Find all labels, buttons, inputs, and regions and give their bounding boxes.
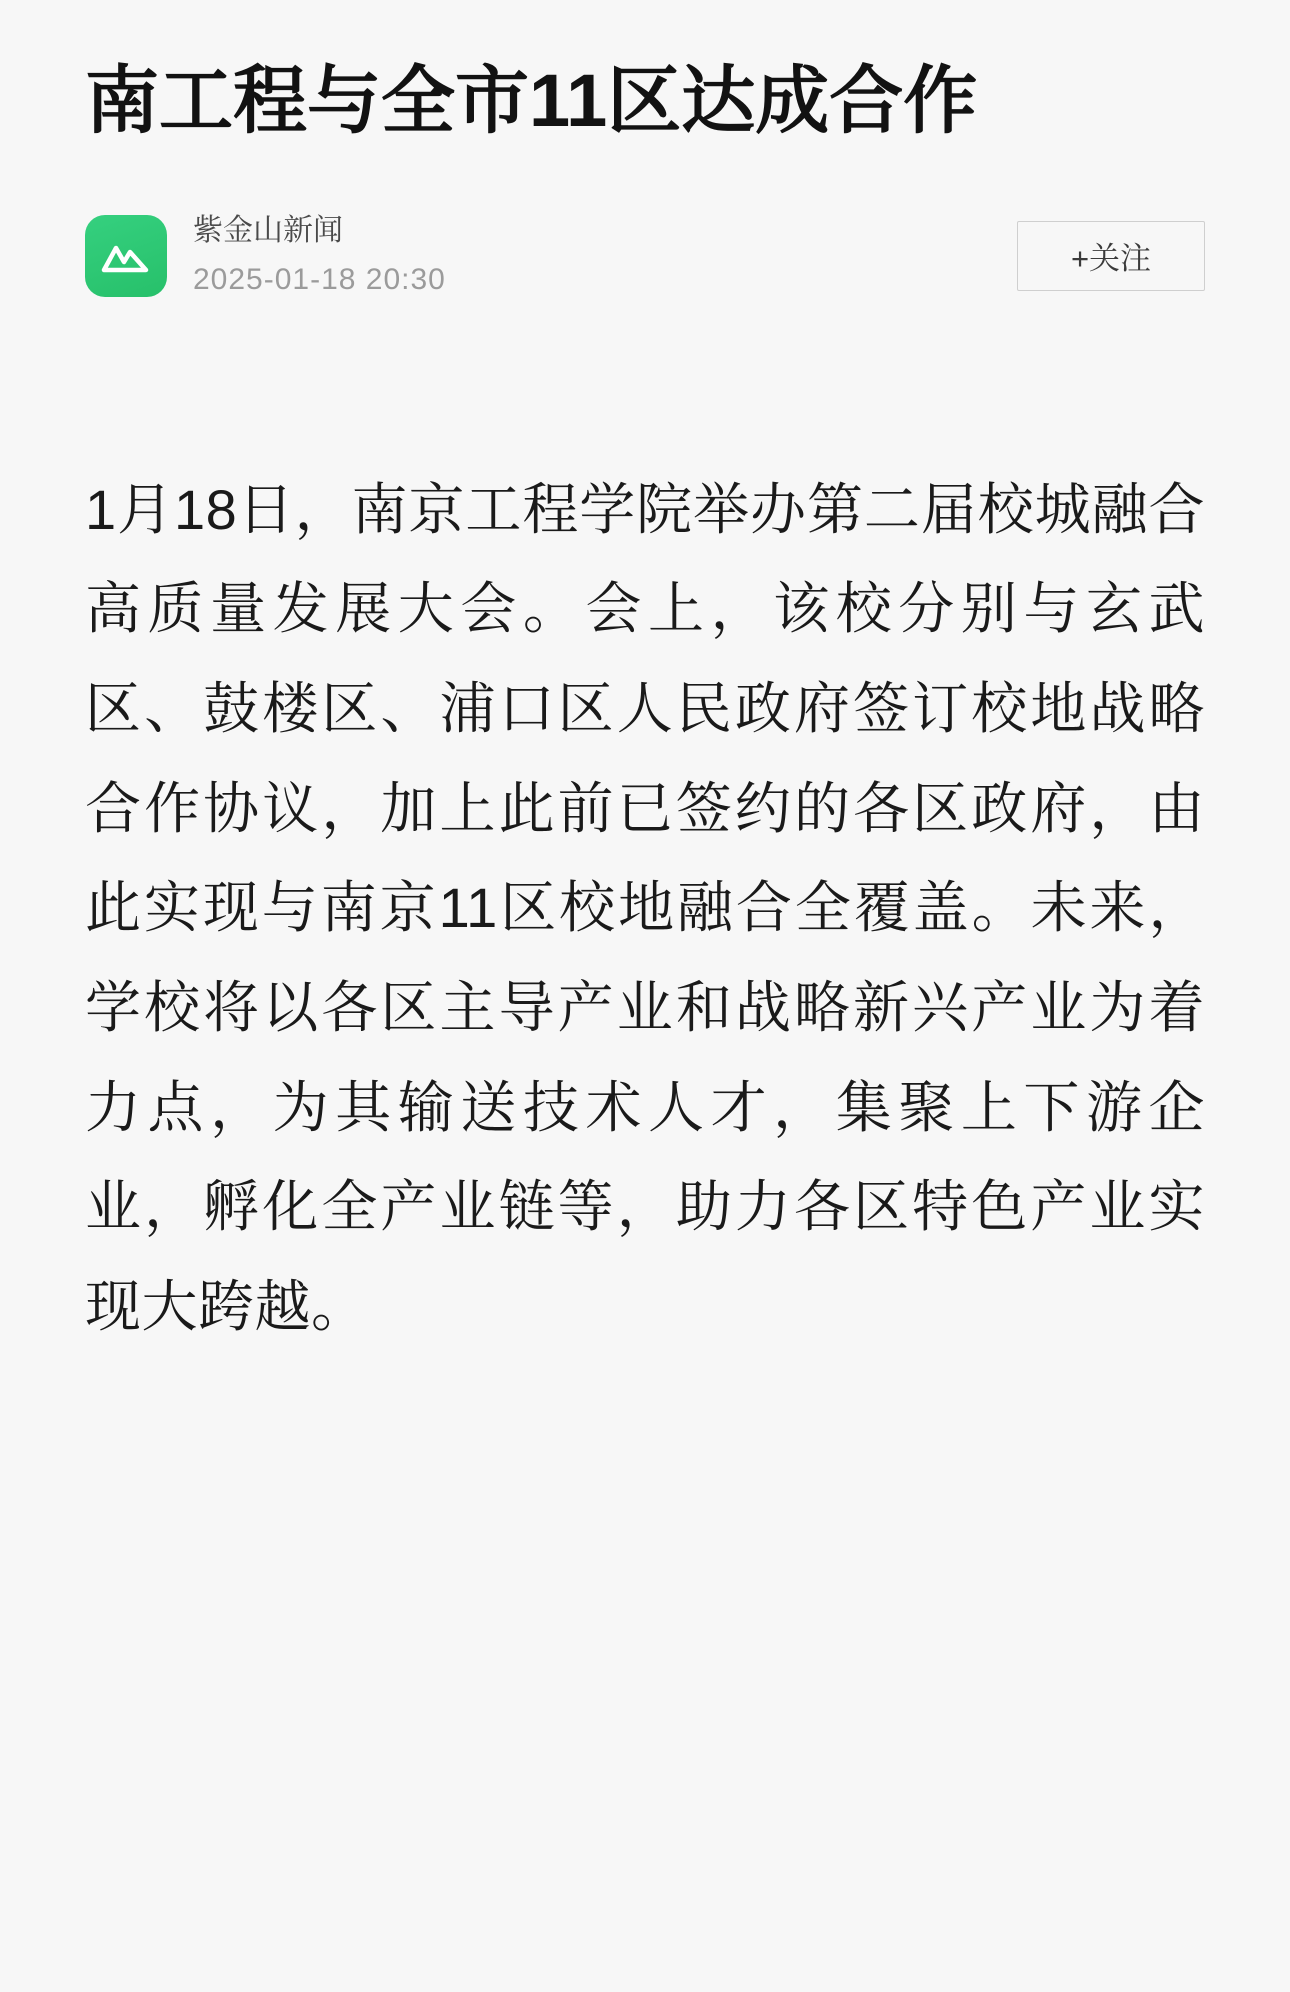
publish-time: 2025-01-18 20:30 — [193, 262, 446, 296]
article-meta-row — [85, 212, 1205, 300]
article-body — [85, 460, 1205, 1481]
source-info — [193, 209, 1017, 302]
source-name[interactable]: 紫金山新闻 — [193, 214, 343, 248]
follow-button[interactable]: +关注 — [1017, 221, 1205, 291]
avatar[interactable] — [85, 215, 167, 297]
mountain-logo-icon — [100, 236, 152, 276]
page-title: 南工程与全市11区达成合作 — [85, 59, 978, 142]
article-paragraph: 1月18日，南京工程学院举办第二届校城融合高质量发展大会。会上，该校分别与玄武区、鼓楼区、浦口区人民政府签订校地战略合作协议，加上此前已签约的各区政府，由此实现与南京11区校地融合全覆盖。未来，学校将以各区主导产业和战略新兴产业为着力点，为其输送技术人才，集聚上下游企业，孵化全产业链等，助力各区特色产业实现大跨越。 — [85, 477, 1205, 1339]
